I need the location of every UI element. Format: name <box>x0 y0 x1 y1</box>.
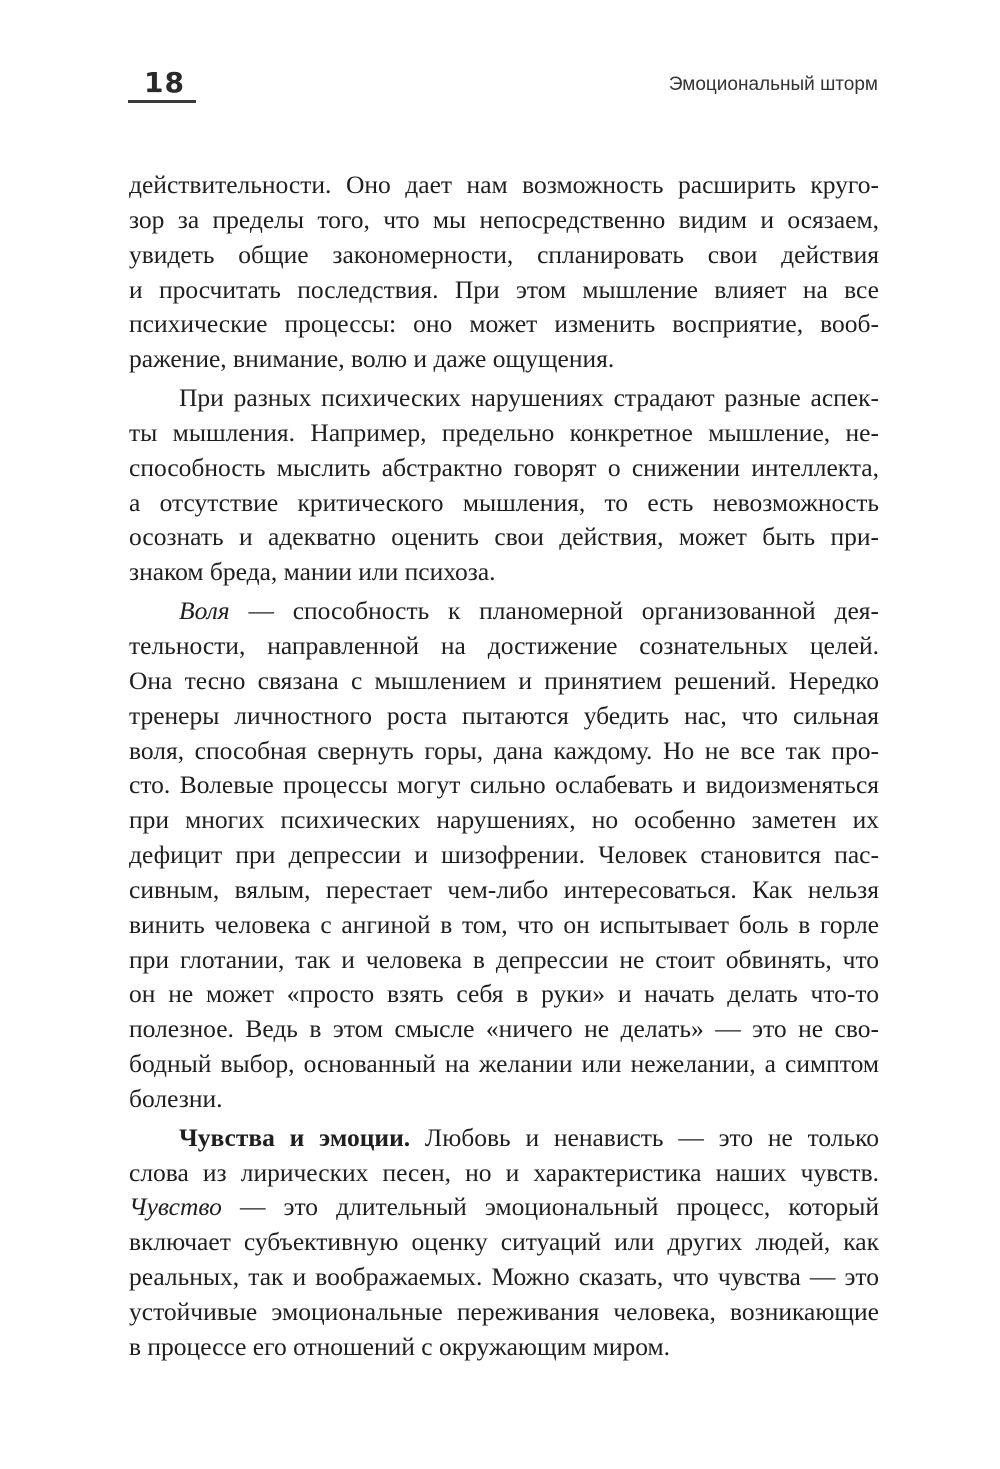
text-line: при глотании, так и человека в депрессии не стоит обвинять, что <box>129 944 879 974</box>
text-line: способность мыслить абстрактно говорят о снижении интеллекта, <box>129 452 879 482</box>
text-line: он не может «просто взять себя в руки» и начать делать что-то <box>129 979 879 1009</box>
text-line: сивным, вялым, перестает чем-либо интересоваться. Как нельзя <box>129 874 879 904</box>
text-line: устойчивые эмоциональные переживания человека, возникающие <box>129 1297 879 1326</box>
text-line: бодный выбор, основанный на желании или нежелании, а симптом <box>129 1049 879 1079</box>
text-line: и просчитать последствия. При этом мышление влияет на все <box>129 274 879 304</box>
text-line: тренеры личностного роста пытаются убедить нас, что сильная <box>129 700 879 730</box>
text-line: дефицит при депрессии и шизофрении. Человек становится пас- <box>129 840 879 870</box>
text-line: полезное. Ведь в этом смысле «ничего не делать» — это не сво- <box>129 1014 879 1044</box>
text-line: Она тесно связана с мышлением и принятием решений. Нередко <box>129 665 879 695</box>
text-line: винить человека с ангиной в том, что он испытывает боль в горле <box>129 909 879 939</box>
text-run: — способность к планомерной организованной дея- <box>229 596 879 626</box>
text-line: осознать и адекватно оценить свои действия, может быть при- <box>129 522 879 552</box>
term-chuvstvo: Чувство <box>129 1192 222 1222</box>
text-line: знаком бреда, мании или психоза. <box>129 557 496 587</box>
paragraph-2 <box>129 381 879 590</box>
text-line: психические процессы: оно может изменить восприятие, вооб- <box>129 309 879 339</box>
body-text <box>129 168 879 1365</box>
paragraph-4 <box>129 1121 879 1365</box>
paragraph-3 <box>129 594 879 1117</box>
text-line: в процессе его отношений с окружающим миром. <box>129 1331 671 1361</box>
text-line: включает субъективную оценку ситуаций или других людей, как <box>129 1227 879 1257</box>
text-line: увидеть общие закономерности, спланировать свои действия <box>129 239 879 269</box>
text-line <box>129 1190 879 1225</box>
text-line: зор за пределы того, что мы непосредственно видим и осязаем, <box>129 204 879 234</box>
text-line: а отсутствие критического мышления, то есть невозможность <box>129 487 879 517</box>
running-header-title: Эмоциональный шторм <box>668 74 878 95</box>
text-line: слова из лирических песен, но и характеристика наших чувств. <box>129 1157 879 1187</box>
text-line: ты мышления. Например, предельно конкретное мышление, не- <box>129 417 879 447</box>
text-line: действительности. Оно дает нам возможность расширить круго- <box>129 170 879 199</box>
text-line: тельности, направленной на достижение сознательных целей. <box>129 630 879 660</box>
text-run: — это длительный эмоциональный процесс, который <box>221 1192 879 1222</box>
text-line <box>129 1121 879 1156</box>
paragraph-1 <box>129 168 879 377</box>
text-line <box>129 594 879 629</box>
text-line: реальных, так и воображаемых. Можно сказать, что чувства — это <box>129 1262 879 1292</box>
text-line: ражение, внимание, волю и даже ощущения. <box>129 344 615 374</box>
text-line: сто. Волевые процессы могут сильно ослабевать и видоизменяться <box>129 770 879 800</box>
page-number-underline <box>128 100 196 103</box>
page-number: 18 <box>144 66 185 99</box>
section-heading: Чувства и эмоции. <box>179 1122 411 1152</box>
text-run: Любовь и ненависть — это не только <box>410 1122 879 1152</box>
text-line: болезни. <box>129 1083 223 1113</box>
text-line: воля, способная свернуть горы, дана каждому. Но не все так про- <box>129 735 879 765</box>
text-line: при многих психических нарушениях, но особенно заметен их <box>129 805 879 835</box>
term-volya: Воля <box>179 596 230 626</box>
text-line: При разных психических нарушениях страдают разные аспек- <box>179 383 879 413</box>
